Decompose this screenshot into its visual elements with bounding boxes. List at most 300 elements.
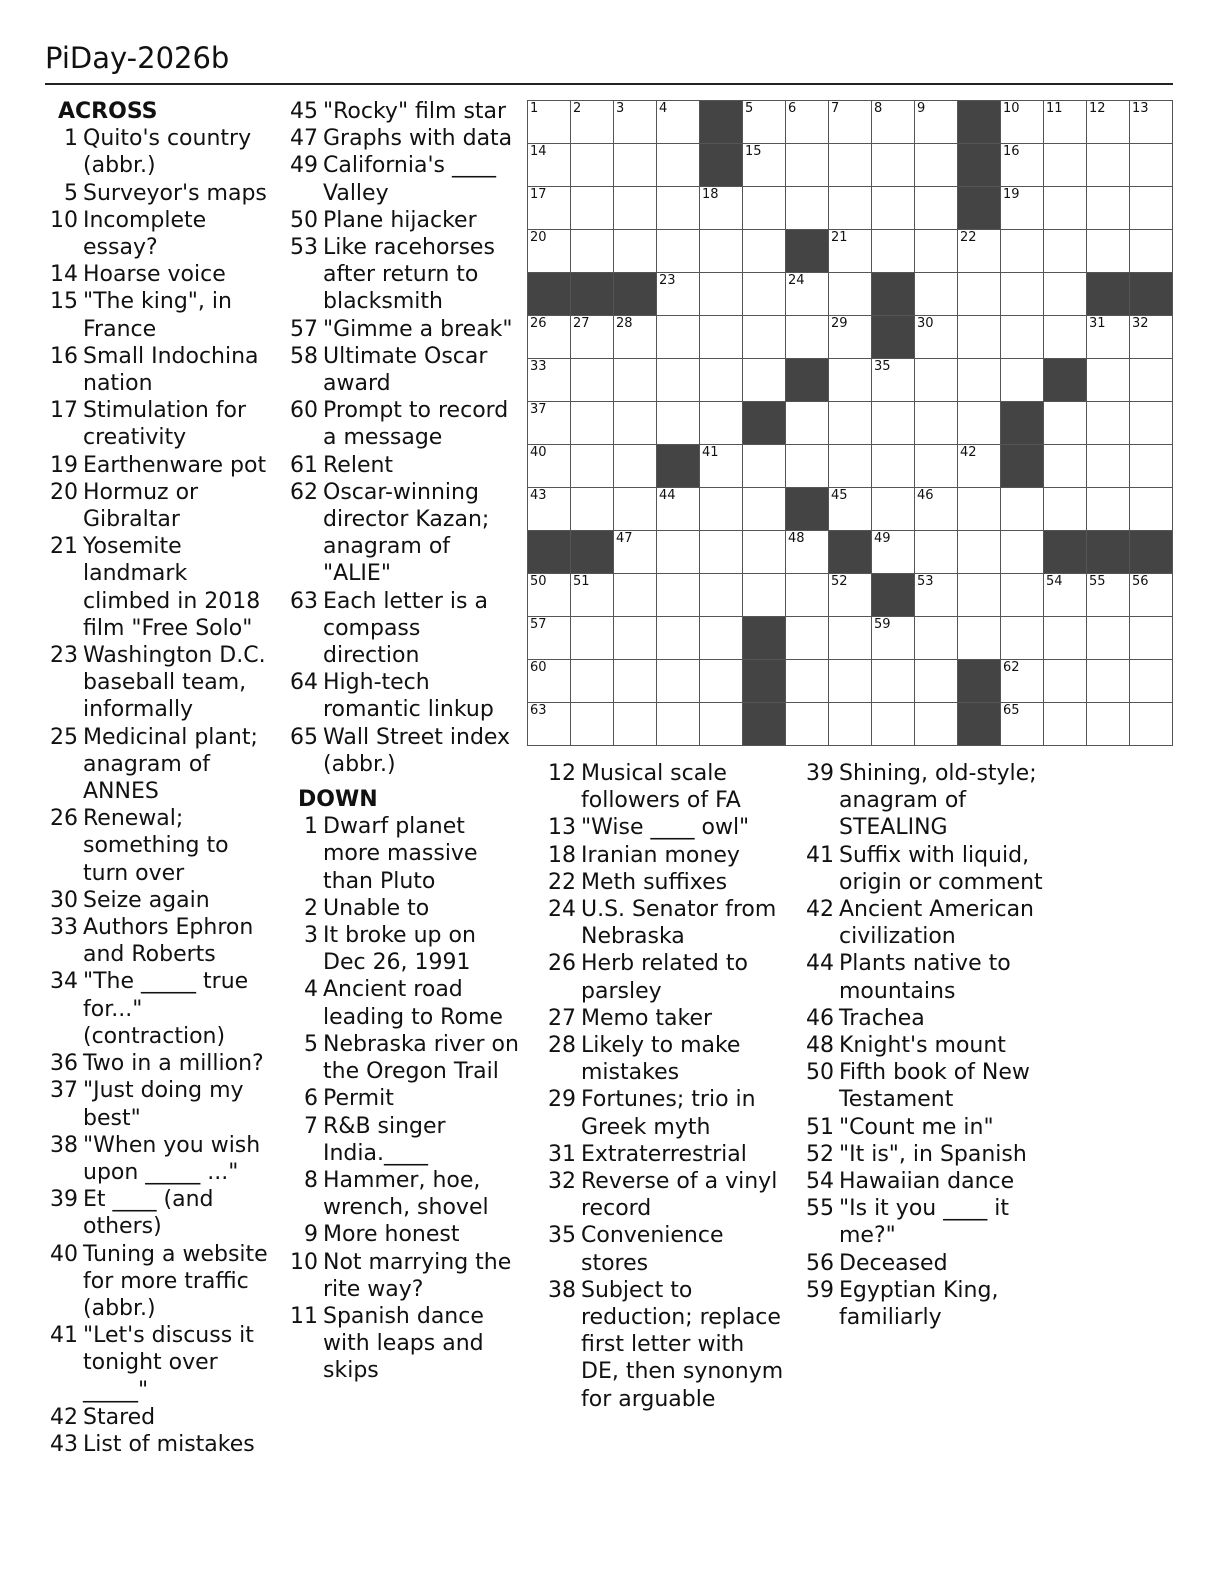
grid-cell[interactable] bbox=[528, 230, 571, 273]
grid-cell[interactable] bbox=[1087, 187, 1130, 230]
grid-cell[interactable] bbox=[528, 617, 571, 660]
grid-cell[interactable] bbox=[1001, 273, 1044, 316]
grid-cell[interactable] bbox=[1044, 488, 1087, 531]
grid-cell[interactable] bbox=[1087, 445, 1130, 488]
grid-cell[interactable] bbox=[915, 445, 958, 488]
grid-cell[interactable] bbox=[743, 230, 786, 273]
grid-cell[interactable] bbox=[528, 359, 571, 402]
grid-cell[interactable] bbox=[872, 660, 915, 703]
clue-number: 12 bbox=[548, 761, 576, 786]
grid-cell[interactable] bbox=[958, 316, 1001, 359]
across-clue bbox=[288, 125, 520, 152]
clue-number: 19 bbox=[50, 452, 78, 478]
grid-block bbox=[1001, 445, 1044, 488]
grid-cell[interactable] bbox=[786, 617, 829, 660]
grid-cell[interactable] bbox=[528, 144, 571, 187]
grid-cell[interactable] bbox=[1130, 660, 1173, 703]
grid-block bbox=[1087, 531, 1130, 574]
grid-cell[interactable] bbox=[1130, 402, 1173, 445]
grid-cell[interactable] bbox=[958, 617, 1001, 660]
grid-cell[interactable] bbox=[829, 445, 872, 488]
grid-cell[interactable] bbox=[1001, 187, 1044, 230]
across-clue bbox=[48, 1404, 278, 1431]
clue-number: 29 bbox=[548, 1087, 576, 1113]
cell-number: 24 bbox=[788, 273, 805, 288]
grid-block bbox=[1044, 359, 1087, 402]
clue-text: Incomplete essay? bbox=[83, 207, 207, 260]
grid-cell[interactable] bbox=[915, 488, 958, 531]
grid-cell[interactable] bbox=[571, 445, 614, 488]
grid-cell[interactable] bbox=[528, 316, 571, 359]
cell-number: 15 bbox=[745, 144, 762, 159]
clue-text: Medicinal plant; anagram of ANNES bbox=[83, 724, 258, 805]
grid-cell[interactable] bbox=[700, 703, 743, 746]
across-clue bbox=[48, 533, 278, 642]
grid-cell[interactable] bbox=[1044, 101, 1087, 144]
grid-cell[interactable] bbox=[872, 703, 915, 746]
clue-text: Knight's mount bbox=[839, 1033, 1006, 1059]
grid-cell[interactable] bbox=[1087, 230, 1130, 273]
grid-cell[interactable] bbox=[829, 703, 872, 746]
grid-cell[interactable] bbox=[1130, 703, 1173, 746]
across-clue bbox=[288, 452, 520, 479]
clue-number: 7 bbox=[304, 1113, 318, 1139]
grid-cell[interactable] bbox=[614, 316, 657, 359]
grid-block bbox=[958, 187, 1001, 230]
down-clue bbox=[546, 1005, 786, 1032]
grid-cell[interactable] bbox=[915, 703, 958, 746]
grid-cell[interactable] bbox=[614, 359, 657, 402]
cell-number: 11 bbox=[1046, 101, 1063, 116]
clue-number: 35 bbox=[548, 1223, 576, 1249]
clue-text: Each letter is a compass direction bbox=[323, 588, 488, 669]
clue-number: 38 bbox=[548, 1277, 576, 1303]
grid-cell[interactable] bbox=[1001, 101, 1044, 144]
across-clue bbox=[288, 316, 520, 343]
cell-number: 57 bbox=[530, 617, 547, 632]
grid-cell[interactable] bbox=[1044, 660, 1087, 703]
grid-cell[interactable] bbox=[829, 488, 872, 531]
grid-cell[interactable] bbox=[700, 660, 743, 703]
clue-text: "The king", in France bbox=[83, 289, 232, 342]
grid-cell[interactable] bbox=[1044, 445, 1087, 488]
grid-cell[interactable] bbox=[528, 703, 571, 746]
clue-number: 10 bbox=[290, 1249, 318, 1275]
grid-cell[interactable] bbox=[1130, 617, 1173, 660]
grid-cell[interactable] bbox=[1001, 531, 1044, 574]
grid-cell[interactable] bbox=[1001, 230, 1044, 273]
clue-text: It broke up on Dec 26, 1991 bbox=[323, 923, 476, 976]
across-clue bbox=[48, 261, 278, 288]
clue-text: Hormuz or Gibraltar bbox=[83, 479, 199, 533]
grid-cell[interactable] bbox=[1087, 316, 1130, 359]
grid-cell[interactable] bbox=[872, 359, 915, 402]
grid-cell[interactable] bbox=[657, 359, 700, 402]
grid-cell[interactable] bbox=[958, 531, 1001, 574]
grid-cell[interactable] bbox=[1001, 359, 1044, 402]
grid-cell[interactable] bbox=[1044, 230, 1087, 273]
down-clue bbox=[546, 869, 786, 896]
grid-cell[interactable] bbox=[657, 531, 700, 574]
grid-cell[interactable] bbox=[1130, 359, 1173, 402]
grid-cell[interactable] bbox=[571, 187, 614, 230]
grid-cell[interactable] bbox=[1044, 273, 1087, 316]
grid-cell[interactable] bbox=[657, 660, 700, 703]
clue-number: 3 bbox=[304, 923, 318, 949]
grid-block bbox=[1130, 273, 1173, 316]
grid-cell[interactable] bbox=[958, 574, 1001, 617]
grid-cell[interactable] bbox=[829, 316, 872, 359]
grid-cell[interactable] bbox=[700, 402, 743, 445]
grid-cell[interactable] bbox=[614, 660, 657, 703]
grid-cell[interactable] bbox=[1044, 703, 1087, 746]
clue-number: 62 bbox=[290, 479, 318, 505]
grid-block bbox=[743, 617, 786, 660]
cell-number: 47 bbox=[616, 531, 633, 546]
grid-cell[interactable] bbox=[829, 230, 872, 273]
clue-number: 50 bbox=[806, 1060, 834, 1086]
grid-cell[interactable] bbox=[743, 488, 786, 531]
clue-number: 4 bbox=[304, 977, 318, 1003]
grid-cell[interactable] bbox=[1001, 617, 1044, 660]
grid-cell[interactable] bbox=[786, 144, 829, 187]
grid-cell[interactable] bbox=[1044, 144, 1087, 187]
grid-block bbox=[872, 316, 915, 359]
grid-cell[interactable] bbox=[958, 488, 1001, 531]
grid-cell[interactable] bbox=[700, 531, 743, 574]
grid-cell[interactable] bbox=[1087, 101, 1130, 144]
grid-cell[interactable] bbox=[657, 230, 700, 273]
clue-number: 65 bbox=[290, 724, 318, 750]
grid-cell[interactable] bbox=[829, 101, 872, 144]
grid-cell[interactable] bbox=[786, 531, 829, 574]
grid-cell[interactable] bbox=[872, 187, 915, 230]
grid-cell[interactable] bbox=[743, 359, 786, 402]
clue-text: Fifth book of New Testament bbox=[839, 1060, 1030, 1113]
grid-cell[interactable] bbox=[614, 574, 657, 617]
down-clue bbox=[804, 1250, 1044, 1277]
clue-number: 55 bbox=[806, 1196, 834, 1222]
grid-cell[interactable] bbox=[614, 531, 657, 574]
grid-cell[interactable] bbox=[786, 273, 829, 316]
grid-block bbox=[1087, 273, 1130, 316]
clue-number: 22 bbox=[548, 869, 576, 895]
grid-cell[interactable] bbox=[1130, 101, 1173, 144]
clue-number: 42 bbox=[50, 1404, 78, 1430]
grid-cell[interactable] bbox=[528, 445, 571, 488]
grid-cell[interactable] bbox=[1130, 488, 1173, 531]
grid-cell[interactable] bbox=[1001, 574, 1044, 617]
grid-cell[interactable] bbox=[743, 101, 786, 144]
clue-text: "It is", in Spanish bbox=[839, 1141, 1027, 1167]
clue-text: Wall Street index (abbr.) bbox=[323, 724, 511, 777]
grid-cell[interactable] bbox=[1130, 316, 1173, 359]
grid-cell[interactable] bbox=[915, 359, 958, 402]
grid-cell[interactable] bbox=[700, 617, 743, 660]
across-clue bbox=[48, 479, 278, 533]
grid-cell[interactable] bbox=[700, 316, 743, 359]
grid-cell[interactable] bbox=[1044, 187, 1087, 230]
down-clue bbox=[804, 950, 1044, 1004]
clue-text: Graphs with data bbox=[323, 126, 513, 152]
grid-cell[interactable] bbox=[872, 230, 915, 273]
grid-cell[interactable] bbox=[700, 488, 743, 531]
clue-text: Meth suffixes bbox=[581, 869, 728, 895]
grid-cell[interactable] bbox=[657, 316, 700, 359]
grid-cell[interactable] bbox=[1087, 703, 1130, 746]
grid-cell[interactable] bbox=[1130, 187, 1173, 230]
grid-cell[interactable] bbox=[829, 660, 872, 703]
down-clue bbox=[546, 950, 786, 1004]
grid-cell[interactable] bbox=[1044, 316, 1087, 359]
clue-number: 20 bbox=[50, 479, 78, 505]
grid-cell[interactable] bbox=[1087, 660, 1130, 703]
across-clue bbox=[48, 642, 278, 724]
grid-block bbox=[872, 574, 915, 617]
grid-cell[interactable] bbox=[1087, 402, 1130, 445]
grid-cell[interactable] bbox=[657, 703, 700, 746]
grid-cell[interactable] bbox=[915, 273, 958, 316]
grid-cell[interactable] bbox=[614, 617, 657, 660]
grid-cell[interactable] bbox=[657, 273, 700, 316]
grid-cell[interactable] bbox=[872, 402, 915, 445]
grid-cell[interactable] bbox=[1001, 144, 1044, 187]
clue-text: Relent bbox=[323, 452, 394, 478]
grid-cell[interactable] bbox=[829, 187, 872, 230]
grid-cell[interactable] bbox=[915, 574, 958, 617]
grid-cell[interactable] bbox=[1087, 617, 1130, 660]
grid-cell[interactable] bbox=[829, 402, 872, 445]
cell-number: 53 bbox=[917, 574, 934, 589]
grid-cell[interactable] bbox=[571, 488, 614, 531]
cell-number: 45 bbox=[831, 488, 848, 503]
cell-number: 7 bbox=[831, 101, 840, 116]
clue-text: Memo taker bbox=[581, 1005, 713, 1031]
across-clue bbox=[48, 1431, 278, 1458]
across-clue bbox=[288, 98, 520, 125]
clue-text: Hawaiian dance bbox=[839, 1169, 1015, 1195]
across-clue bbox=[48, 1186, 278, 1240]
grid-cell[interactable] bbox=[872, 617, 915, 660]
clue-text: Surveyor's maps bbox=[83, 180, 267, 206]
grid-cell[interactable] bbox=[1130, 144, 1173, 187]
grid-cell[interactable] bbox=[1044, 402, 1087, 445]
cell-number: 41 bbox=[702, 445, 719, 460]
grid-cell[interactable] bbox=[657, 574, 700, 617]
clue-text: Unable to bbox=[323, 895, 430, 921]
grid-cell[interactable] bbox=[829, 359, 872, 402]
down-clue-list-continued bbox=[546, 760, 786, 1413]
cell-number: 5 bbox=[745, 101, 754, 116]
across-heading: ACROSS bbox=[58, 99, 158, 124]
grid-cell[interactable] bbox=[657, 101, 700, 144]
grid-cell[interactable] bbox=[915, 617, 958, 660]
cell-number: 10 bbox=[1003, 101, 1020, 116]
grid-cell[interactable] bbox=[700, 187, 743, 230]
grid-cell[interactable] bbox=[1087, 574, 1130, 617]
grid-cell[interactable] bbox=[528, 574, 571, 617]
cell-number: 42 bbox=[960, 445, 977, 460]
clue-text: Two in a million? bbox=[83, 1051, 264, 1077]
clue-text: Stimulation for creativity bbox=[83, 398, 247, 451]
grid-cell[interactable] bbox=[786, 660, 829, 703]
across-clue bbox=[48, 1077, 278, 1131]
grid-cell[interactable] bbox=[614, 230, 657, 273]
grid-cell[interactable] bbox=[915, 660, 958, 703]
grid-cell[interactable] bbox=[872, 101, 915, 144]
clues-column-1 bbox=[48, 98, 278, 1458]
grid-cell[interactable] bbox=[1044, 617, 1087, 660]
grid-cell[interactable] bbox=[571, 703, 614, 746]
grid-cell[interactable] bbox=[1001, 703, 1044, 746]
grid-cell[interactable] bbox=[872, 445, 915, 488]
grid-cell[interactable] bbox=[700, 273, 743, 316]
grid-cell[interactable] bbox=[657, 617, 700, 660]
grid-cell[interactable] bbox=[1130, 230, 1173, 273]
clue-text: Authors Ephron and Roberts bbox=[83, 915, 254, 968]
grid-cell[interactable] bbox=[614, 101, 657, 144]
clue-text: Plants native to mountains bbox=[839, 951, 1011, 1004]
grid-cell[interactable] bbox=[571, 617, 614, 660]
clue-number: 32 bbox=[548, 1169, 576, 1195]
cell-number: 12 bbox=[1089, 101, 1106, 116]
grid-cell[interactable] bbox=[1044, 574, 1087, 617]
grid-cell[interactable] bbox=[571, 101, 614, 144]
grid-cell[interactable] bbox=[786, 316, 829, 359]
grid-cell[interactable] bbox=[1087, 144, 1130, 187]
grid-cell[interactable] bbox=[1087, 488, 1130, 531]
clue-number: 21 bbox=[50, 534, 78, 560]
grid-cell[interactable] bbox=[958, 230, 1001, 273]
grid-cell[interactable] bbox=[614, 703, 657, 746]
grid-cell[interactable] bbox=[958, 273, 1001, 316]
grid-cell[interactable] bbox=[528, 402, 571, 445]
grid-cell[interactable] bbox=[915, 316, 958, 359]
grid-cell[interactable] bbox=[743, 531, 786, 574]
grid-cell[interactable] bbox=[571, 144, 614, 187]
grid-cell[interactable] bbox=[872, 488, 915, 531]
grid-cell[interactable] bbox=[571, 402, 614, 445]
down-clue bbox=[288, 895, 520, 922]
grid-cell[interactable] bbox=[915, 187, 958, 230]
clue-text: "Wise ____ owl" bbox=[581, 815, 750, 841]
grid-cell[interactable] bbox=[915, 101, 958, 144]
grid-cell[interactable] bbox=[528, 660, 571, 703]
grid-cell[interactable] bbox=[829, 144, 872, 187]
grid-cell[interactable] bbox=[571, 660, 614, 703]
cell-number: 22 bbox=[960, 230, 977, 245]
grid-cell[interactable] bbox=[743, 187, 786, 230]
clue-text: Washington D.C. baseball team, informally bbox=[83, 643, 266, 723]
cell-number: 50 bbox=[530, 574, 547, 589]
grid-cell[interactable] bbox=[614, 488, 657, 531]
grid-cell[interactable] bbox=[829, 574, 872, 617]
grid-cell[interactable] bbox=[528, 101, 571, 144]
grid-cell[interactable] bbox=[700, 574, 743, 617]
grid-cell[interactable] bbox=[657, 144, 700, 187]
down-clue bbox=[288, 922, 520, 976]
grid-cell[interactable] bbox=[657, 402, 700, 445]
grid-cell[interactable] bbox=[786, 703, 829, 746]
grid-cell[interactable] bbox=[786, 402, 829, 445]
grid-cell[interactable] bbox=[915, 230, 958, 273]
clue-text: Spanish dance with leaps and skips bbox=[323, 1303, 484, 1384]
grid-cell[interactable] bbox=[614, 144, 657, 187]
clue-text: Quito's country (abbr.) bbox=[83, 126, 252, 179]
clue-number: 15 bbox=[50, 289, 78, 315]
grid-cell[interactable] bbox=[743, 316, 786, 359]
clue-text: "Count me in" bbox=[839, 1114, 994, 1140]
title-divider bbox=[45, 83, 1173, 85]
grid-cell[interactable] bbox=[1001, 316, 1044, 359]
grid-cell[interactable] bbox=[614, 187, 657, 230]
grid-cell[interactable] bbox=[1001, 660, 1044, 703]
grid-cell[interactable] bbox=[700, 359, 743, 402]
grid-cell[interactable] bbox=[1087, 359, 1130, 402]
across-clue bbox=[48, 968, 278, 1050]
grid-cell[interactable] bbox=[1130, 574, 1173, 617]
grid-cell[interactable] bbox=[700, 445, 743, 488]
cell-number: 59 bbox=[874, 617, 891, 632]
grid-cell[interactable] bbox=[786, 187, 829, 230]
grid-cell[interactable] bbox=[571, 359, 614, 402]
grid-cell[interactable] bbox=[743, 144, 786, 187]
grid-cell[interactable] bbox=[872, 144, 915, 187]
grid-cell[interactable] bbox=[829, 617, 872, 660]
grid-cell[interactable] bbox=[958, 445, 1001, 488]
grid-cell[interactable] bbox=[528, 187, 571, 230]
grid-cell[interactable] bbox=[657, 187, 700, 230]
clues-column-4 bbox=[804, 760, 1044, 1331]
grid-cell[interactable] bbox=[743, 574, 786, 617]
grid-cell[interactable] bbox=[958, 359, 1001, 402]
grid-cell[interactable] bbox=[786, 574, 829, 617]
across-clue bbox=[288, 588, 520, 670]
clue-text: "Just doing my best" bbox=[83, 1078, 244, 1131]
grid-cell[interactable] bbox=[1001, 488, 1044, 531]
grid-cell[interactable] bbox=[700, 230, 743, 273]
cell-number: 6 bbox=[788, 101, 797, 116]
grid-cell[interactable] bbox=[657, 488, 700, 531]
across-clue bbox=[48, 914, 278, 968]
clue-text: Oscar-winning director Kazan; anagram of "ALIE" bbox=[323, 479, 490, 587]
grid-cell[interactable] bbox=[915, 144, 958, 187]
grid-cell[interactable] bbox=[786, 101, 829, 144]
grid-cell[interactable] bbox=[743, 445, 786, 488]
grid-cell[interactable] bbox=[614, 402, 657, 445]
across-clue bbox=[288, 152, 520, 206]
grid-cell[interactable] bbox=[872, 531, 915, 574]
clue-number: 39 bbox=[50, 1187, 78, 1213]
grid-cell[interactable] bbox=[743, 273, 786, 316]
clue-text: Trachea bbox=[839, 1005, 925, 1031]
grid-cell[interactable] bbox=[786, 445, 829, 488]
grid-cell[interactable] bbox=[528, 488, 571, 531]
clue-text: Permit bbox=[323, 1086, 394, 1112]
grid-cell[interactable] bbox=[571, 574, 614, 617]
down-heading: DOWN bbox=[298, 787, 378, 813]
grid-cell[interactable] bbox=[915, 402, 958, 445]
grid-cell[interactable] bbox=[1130, 445, 1173, 488]
grid-cell[interactable] bbox=[571, 230, 614, 273]
grid-cell[interactable] bbox=[614, 445, 657, 488]
clue-text: Small Indochina nation bbox=[83, 343, 259, 397]
grid-cell[interactable] bbox=[829, 273, 872, 316]
clue-text: Seize again bbox=[83, 887, 210, 913]
grid-cell[interactable] bbox=[571, 316, 614, 359]
grid-cell[interactable] bbox=[958, 402, 1001, 445]
grid-cell[interactable] bbox=[915, 531, 958, 574]
